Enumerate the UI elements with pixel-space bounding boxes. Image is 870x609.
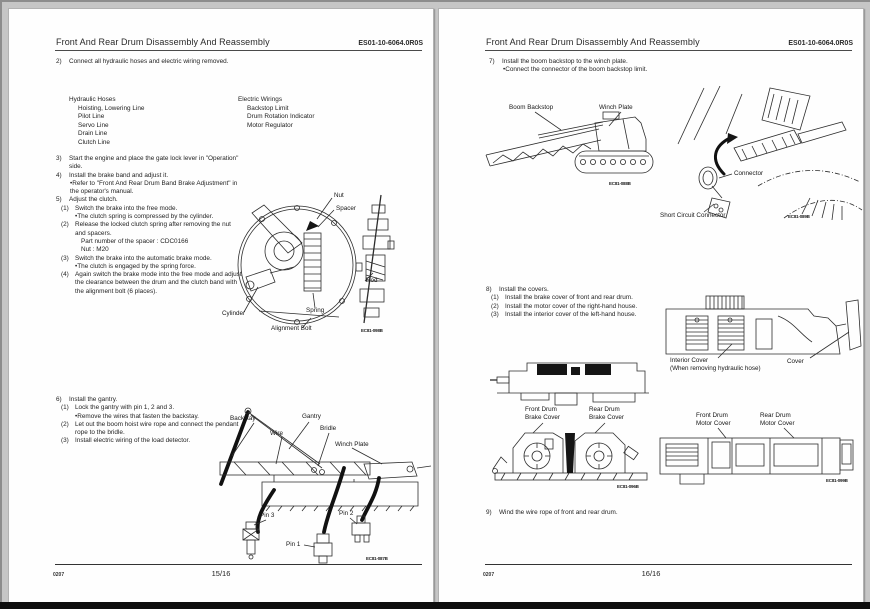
step-marker: (2) [491,302,499,310]
motor-cover-diagram [652,406,864,491]
step-marker: (3) [491,310,499,318]
step-marker: (2) [61,221,69,229]
label-pin1: Pin 1 [286,541,301,548]
label-short-circuit-connector: Short Circuit Connector [660,212,726,219]
step-marker: (4) [61,271,69,279]
label-backstay: Backstay [230,415,256,422]
step-text: •The clutch is engaged by the spring force. [75,262,196,270]
step-block-7 [489,58,675,75]
list-title: Electric Wirings [238,96,283,103]
label-spring: Spring [306,307,325,314]
step-text: •Remove the wires that fasten the backstay. [75,412,199,420]
step-text: Release the locked clutch spring after removing the nut and spacers. [75,221,231,237]
step-line [486,311,686,319]
crane-illustration [483,99,661,197]
list-item: Motor Regulator [247,121,293,129]
step-block-2 [56,58,242,66]
label-interior-cover: Interior Cover [670,357,709,364]
label-gantry: Gantry [302,413,321,420]
brake-cover-diagram [487,351,659,493]
electric-wirings-list [238,96,408,148]
label-boom-backstop: Boom Backstop [509,104,554,111]
figure-code: EC81-088B [609,181,631,186]
step-line [489,66,675,74]
label-winch-plate: Winch Plate [335,441,369,448]
label-cylinder: Cylinder [222,310,246,317]
label-bridle: Bridle [320,425,337,432]
step-marker: (3) [61,254,69,262]
house-side-illustration [660,294,864,388]
step-line [56,155,242,172]
step-text: Adjust the clutch. [69,196,118,204]
list-item: Drum Rotation Indicator [247,113,315,121]
footer-code: 0207 [53,572,65,578]
list-item: Pilot Line [78,113,105,121]
step-text: Install the boom backstop to the winch plate. [502,58,628,65]
step-line [489,58,675,66]
step-block-8 [486,286,686,319]
step-text: Switch the brake into the automatic brake mode. [75,254,212,262]
step-marker: (2) [61,420,69,428]
label-connector: Connector [734,170,764,177]
label-rear-drum-brake: Rear Drum [589,406,620,413]
step-line [486,294,686,302]
doc-code: ES01-10-6064.0R0S [358,40,423,47]
footer-rule [485,564,852,565]
figure-code: EC81-087B [366,556,388,561]
boom-backstop-diagram [483,99,661,197]
header-rule [55,50,422,51]
step-marker: 6) [56,396,62,403]
list-title: Hydraulic Hoses [69,96,116,103]
step-line [486,303,686,311]
interior-cover-diagram [660,294,864,388]
page-title: Front And Rear Drum Disassembly And Reassembly [56,37,270,47]
list-item: Clutch Line [78,138,110,146]
footer-code: 0207 [483,572,495,578]
hose-wiring-columns [69,96,424,148]
step-line [56,172,242,180]
step-text: Install the brake cover of front and rear drum. [505,294,633,302]
step-marker: 8) [486,286,492,293]
step-text: Let out the boom hoist wire rope and connect the pendant rope to the bridle. [75,420,239,437]
step-marker: (3) [61,437,69,445]
list-item: Backstop Limit [247,104,289,112]
gantry-diagram [214,404,432,569]
step-text: Switch the brake into the free mode. [75,204,178,212]
step-marker: 5) [56,196,62,204]
step-text: Wind the wire rope of front and rear drum. [499,509,618,516]
label-interior-cover-note: (When removing hydraulic hose) [670,365,761,372]
step-marker: 4) [56,171,62,179]
page-right [438,8,864,604]
footer-rule [55,564,422,565]
step-text: Again switch the brake mode into the free mode and adjust the clearance between the drum and the clutch band with the alignment bolt (6 places). [75,271,242,295]
clutch-illustration [214,181,429,343]
label-cover: Cover [787,358,804,365]
step-line [486,509,686,517]
list-item: Hoisting, Lowering Line [78,104,145,112]
step-text: Install the covers. [499,286,549,293]
step-marker: 7) [489,58,495,65]
label-winch-plate: Winch Plate [599,104,633,111]
label-alignment-bolt: Alignment Bolt [271,325,312,332]
page-number: 15/16 [211,569,231,578]
brake-cover-illustration [487,351,659,493]
page-number: 16/16 [641,569,661,578]
step-marker: 9) [486,509,492,516]
step-marker: (1) [491,294,499,302]
hydraulic-hoses-list [69,96,238,148]
figure-code: EC81-098B [361,328,383,333]
step-marker: 2) [56,58,62,65]
doc-code: ES01-10-6064.0R0S [788,40,853,47]
label-nut: Nut [334,192,344,199]
step-block-9 [486,509,686,517]
step-text: Install the gantry. [69,396,118,403]
label-pin2: Pin 2 [339,510,354,517]
step-text: Install the interior cover of the left-hand house. [505,310,637,318]
step-text: Part number of the spacer : CDC0166 [81,237,189,245]
label-front-drum-brake: Front Drum [525,406,557,413]
label-rear-drum-motor2: Motor Cover [760,420,795,427]
label-rod: Rod [366,277,378,284]
header-rule [485,50,852,51]
figure-code: EC81-096B [617,484,639,489]
step-text: Start the engine and place the gate lock lever in "Operation" side. [69,155,239,171]
figure-code: EC81-099B [826,478,848,483]
step-text: Lock the gantry with pin 1, 2 and 3. [75,404,175,412]
step-text: Install the brake band and adjust it. [69,171,169,179]
page-left [8,8,434,604]
step-marker: 3) [56,155,62,162]
step-marker: (1) [61,204,69,212]
label-pin3: Pin 3 [260,512,275,519]
list-item: Drain Line [78,130,108,138]
clutch-diagram [214,181,429,343]
step-text: •Connect the connector of the boom backstop limit. [503,66,648,74]
viewer-bottom-bar [0,602,870,609]
step-text: Connect all hydraulic hoses and electric wiring removed. [69,58,229,65]
step-text: Install electric wiring of the load detector. [75,437,191,445]
label-front-drum-motor2: Motor Cover [696,420,731,427]
step-text: Nut : M20 [81,246,109,254]
list-item: Servo Line [78,121,109,129]
label-front-drum-brake2: Brake Cover [525,414,560,421]
figure-code: EC81-089B [788,214,810,219]
label-wire: Wire [270,430,283,437]
step-line [56,58,242,66]
step-text: Install the motor cover of the right-hand house. [505,302,638,310]
step-marker: (1) [61,404,69,412]
page-title: Front And Rear Drum Disassembly And Reassembly [486,37,700,47]
step-line [486,286,686,294]
step-text: •The clutch spring is compressed by the cylinder. [75,213,214,221]
label-front-drum-motor: Front Drum [696,412,728,419]
label-rear-drum-brake2: Brake Cover [589,414,624,421]
connector-diagram [642,86,863,234]
label-spacer: Spacer [336,205,356,212]
step-text: •Refer to "Front And Rear Drum Band Brake Adjustment" in the operator's manual. [70,179,238,196]
label-rear-drum-motor: Rear Drum [760,412,791,419]
